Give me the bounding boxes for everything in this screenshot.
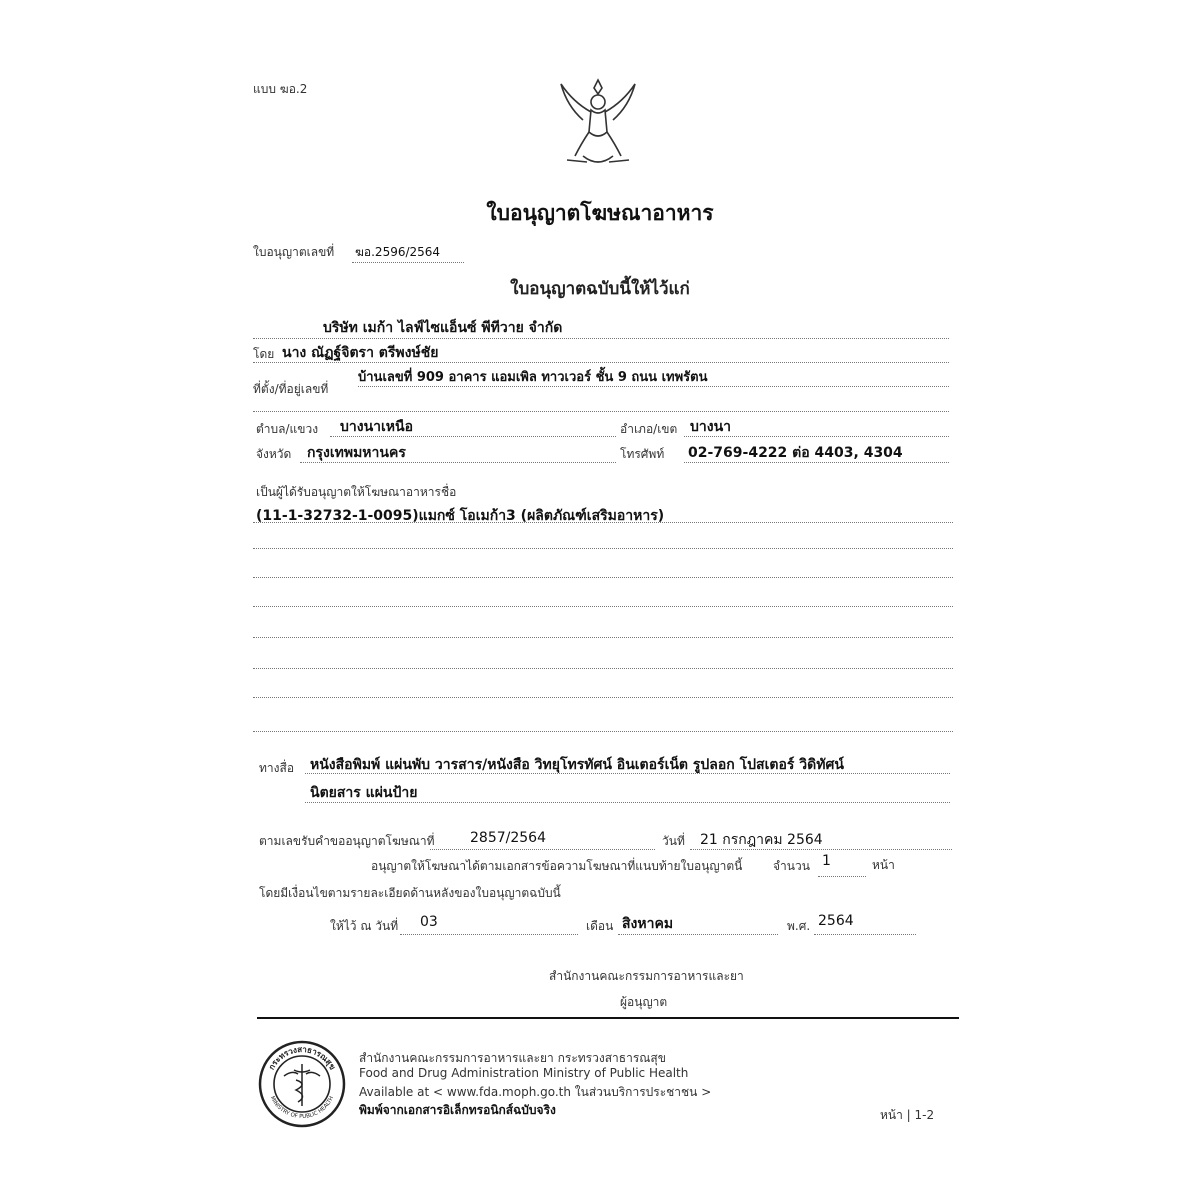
document-title: ใบอนุญาตโฆษณาอาหาร	[486, 201, 714, 225]
licensee-label: เป็นผู้ได้รับอนุญาตให้โฆษณาอาหารชื่อ	[256, 485, 457, 499]
page-count: 1	[822, 853, 831, 869]
address-label: ที่ตั้ง/ที่อยู่เลขที่	[253, 382, 329, 396]
footer-line-1: สำนักงานคณะกรรมการอาหารและยา กระทรวงสาธารณสุข	[359, 1051, 666, 1065]
request-date: 21 กรกฎาคม 2564	[700, 832, 823, 848]
subdistrict-value: บางนาเหนือ	[340, 419, 414, 435]
seal-text-top: กระทรวงสาธารณสุข	[266, 1044, 338, 1072]
given-month-label: เดือน	[586, 919, 614, 933]
phone-value: 02-769-4222 ต่อ 4403, 4304	[688, 445, 903, 461]
media-label: ทางสื่อ	[259, 761, 295, 775]
district-label: อำเภอ/เขต	[620, 422, 678, 436]
issuer-name: สำนักงานคณะกรรมการอาหารและยา	[549, 969, 744, 983]
footer-line-4: พิมพ์จากเอกสารอิเล็กทรอนิกส์ฉบับจริง	[359, 1103, 556, 1117]
phone-label: โทรศัพท์	[620, 447, 665, 461]
request-no: 2857/2564	[470, 830, 546, 846]
license-no: ฆอ.2596/2564	[355, 245, 441, 259]
given-year-label: พ.ศ.	[787, 919, 811, 933]
representative-name: นาง ณัฏฐ์จิตรา ตรีพงษ์ชัย	[282, 345, 439, 361]
given-day-label: ให้ไว้ ณ วันที่	[330, 919, 399, 933]
license-no-label: ใบอนุญาตเลขที่	[253, 245, 335, 259]
province-label: จังหวัด	[256, 447, 292, 461]
company-name: บริษัท เมก้า ไลฟ์ไซแอ็นซ์ พีทีวาย จำกัด	[323, 320, 563, 336]
request-date-label: วันที่	[662, 834, 685, 848]
product-name: (11-1-32732-1-0095)แมกซ์ โอเมก้า3 (ผลิตภัณฑ์เสริมอาหาร)	[256, 508, 665, 524]
given-month: สิงหาคม	[622, 916, 674, 932]
given-day: 03	[420, 914, 438, 930]
issued-to-heading: ใบอนุญาตฉบับนี้ให้ไว้แก่	[510, 279, 690, 299]
by-label: โดย	[253, 347, 275, 361]
seal-text-bottom: MINISTRY OF PUBLIC HEALTH	[268, 1095, 336, 1121]
request-no-label: ตามเลขรับคำขออนุญาตโฆษณาที่	[259, 834, 435, 848]
count-label: จำนวน	[773, 859, 810, 873]
footer-line-3: Available at < www.fda.moph.go.th ในส่วนบริการประชาชน >	[359, 1085, 712, 1099]
district-value: บางนา	[690, 419, 732, 435]
footer-line-2: Food and Drug Administration Ministry of Public Health	[359, 1066, 689, 1080]
form-code: แบบ ฆอ.2	[253, 82, 308, 96]
garuda-emblem-icon	[553, 72, 643, 172]
page-indicator: หน้า | 1-2	[880, 1108, 935, 1122]
address-value: บ้านเลขที่ 909 อาคาร แอมเพิล ทาวเวอร์ ชั้น 9 ถนน เทพรัตน	[358, 370, 708, 385]
given-year: 2564	[818, 913, 854, 929]
page-unit: หน้า	[872, 858, 895, 872]
ministry-seal-icon	[258, 1040, 346, 1128]
province-value: กรุงเทพมหานคร	[307, 445, 406, 461]
media-list-line1: หนังสือพิมพ์ แผ่นพับ วารสาร/หนังสือ วิทยุโทรทัศน์ อินเตอร์เน็ต รูปลอก โปสเตอร์ วิดิทัศน์	[310, 757, 844, 773]
footer-divider	[257, 1017, 959, 1019]
issuer-role: ผู้อนุญาต	[620, 995, 668, 1009]
attach-text: อนุญาตให้โฆษณาได้ตามเอกสารข้อความโฆษณาที่แนบท้ายใบอนุญาตนี้	[371, 859, 743, 873]
condition-text: โดยมีเงื่อนไขตามรายละเอียดด้านหลังของใบอนุญาตฉบับนี้	[259, 886, 561, 900]
subdistrict-label: ตำบล/แขวง	[256, 422, 319, 436]
media-list-line2: นิตยสาร แผ่นป้าย	[310, 785, 418, 801]
